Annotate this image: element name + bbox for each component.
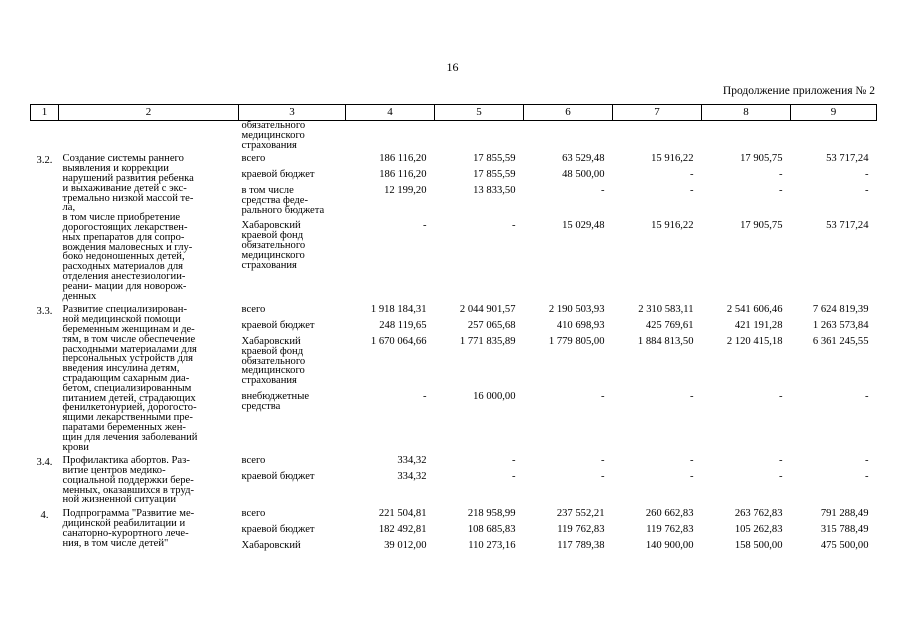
funding-source: Хабаровский [241,539,301,551]
column-header: 7 [613,105,702,121]
source-cell [239,456,346,509]
funding-source: всего [241,455,266,467]
row-title-cell [59,305,239,456]
column-header: 6 [524,105,613,121]
amount-value: - [689,455,694,467]
row-title-cell [59,456,239,509]
row-title-cell [59,154,239,305]
amount-value: - [864,169,869,181]
amount-value: - [600,390,605,402]
amount-value: 140 900,00 [645,539,694,551]
year-6-cell [524,154,613,305]
column-header: 3 [239,105,346,121]
amount-value: 53 717,24 [826,153,869,165]
amount-value: 1 263 573,84 [812,320,869,332]
header-row [31,105,877,121]
amount-value: 248 119,65 [379,320,427,332]
amount-value: 260 662,83 [645,508,694,520]
table-row [31,305,877,456]
row-number: 3.2. [36,155,53,167]
column-header: 2 [59,105,239,121]
amount-value: - [511,455,516,467]
year-7-cell [613,509,702,560]
column-header: 9 [791,105,877,121]
amount-value: - [600,455,605,467]
amount-value: - [422,390,427,402]
year-6-cell [524,509,613,560]
amount-value: - [864,471,869,483]
funding-source: Хабаровский краевой фонд обязательного медицинского страхования [241,335,306,387]
column-header: 1 [31,105,59,121]
amount-value: 105 262,83 [734,524,783,536]
amount-value: 15 029,48 [562,219,605,231]
funding-source: всего [241,304,266,316]
funding-source: всего [241,508,266,520]
amount-value: - [864,455,869,467]
amount-value: 2 120 415,18 [726,335,783,347]
amount-value: 48 500,00 [562,169,605,181]
year-8-cell [702,305,791,456]
table-row [31,456,877,509]
amount-value: 334,32 [397,455,427,467]
amount-value: 263 762,83 [734,508,783,520]
amount-value: 1 779 805,00 [548,335,605,347]
amount-value: 39 012,00 [384,539,427,551]
amount-value: - [778,471,783,483]
page-number: 16 [446,60,459,74]
amount-value: 17 905,75 [740,219,783,231]
year-4-cell [346,154,435,305]
source-cell [239,305,346,456]
amount-value: 63 529,48 [562,153,605,165]
amount-value: 13 833,50 [473,184,516,196]
amount-value: 17 855,59 [473,169,516,181]
year-4-cell [346,305,435,456]
amount-value: 257 065,68 [467,320,516,332]
amount-value: - [422,219,427,231]
amount-value: 108 685,83 [467,524,516,536]
amount-value: 158 500,00 [734,539,783,551]
amount-value: 2 190 503,93 [548,304,605,316]
amount-value: 16 000,00 [473,390,516,402]
amount-value: - [689,471,694,483]
amount-value: 218 958,99 [467,508,516,520]
funding-source: внебюджетные средства [241,390,310,412]
amount-value: 110 273,16 [468,539,516,551]
row-title: Создание системы раннего выявления и коррекции нарушений развития ребенка и выхаживание детей с экс- тремально низкой массой те- ла, в том числе приобретение дорогостоящих лекарствен- ных препаратов для сопро- вождения маловесных и глу- боко недоношенных детей, расходных материалов для отделения анестезиологии- реани- мации для новорож- денных [62,153,194,302]
amount-value: 186 116,20 [379,153,427,165]
year-9-cell [791,305,877,456]
amount-value: 119 762,83 [646,524,694,536]
carryover-row [31,121,877,155]
year-7-cell [613,305,702,456]
amount-value: 425 769,61 [645,320,694,332]
amount-value: - [689,390,694,402]
amount-value: - [689,169,694,181]
row-title: Профилактика абортов. Раз- витие центров медико- социальной поддержки бере- менных, оказавшихся в труд- ной жизненной ситуации [62,455,194,506]
funding-source: краевой бюджет [241,320,315,332]
source-cell [239,154,346,305]
amount-value: 1 884 813,50 [637,335,694,347]
source-cell: обязательного медицинского страхования [241,120,306,151]
amount-value: - [600,471,605,483]
amount-value: 7 624 819,39 [812,304,869,316]
year-5-cell [435,509,524,560]
amount-value: 6 361 245,55 [812,335,869,347]
year-9-cell [791,154,877,305]
amount-value: - [689,184,694,196]
column-header: 8 [702,105,791,121]
year-9-cell [791,509,877,560]
amount-value: 53 717,24 [826,219,869,231]
amount-value: 17 855,59 [473,153,516,165]
amount-value: 182 492,81 [378,524,427,536]
amount-value: - [778,169,783,181]
funding-table [30,104,877,561]
amount-value: - [864,184,869,196]
year-7-cell [613,154,702,305]
row-title: Подпрограмма "Развитие ме- дицинской реабилитации и санаторно-курортного лече- ния, в том числе детей" [62,508,195,549]
year-8-cell [702,154,791,305]
funding-source: краевой бюджет [241,169,315,181]
amount-value: 2 310 583,11 [638,304,694,316]
funding-source: всего [241,153,266,165]
amount-value: - [778,390,783,402]
amount-value: 15 916,22 [651,219,694,231]
year-6-cell [524,456,613,509]
amount-value: 2 541 606,46 [726,304,783,316]
amount-value: - [778,184,783,196]
row-title: Развитие специализирован- ной медицинской помощи беременным женщинам и де- тям, в том числе обеспечение расходными материалами для персональных устройств для введения инсулина детям, страдающим сахарным диа- бетом, специализированным питанием детей, страдающих фенилкетонурией, дорогосто- ящими лекарственными пре- паратами беременных жен- щин для лечения заболеваний крови [62,304,198,453]
amount-value: - [600,184,605,196]
amount-value: 421 191,28 [734,320,783,332]
appendix-caption: Продолжение приложения № 2 [722,85,875,97]
amount-value: 334,32 [397,471,427,483]
amount-value: 791 288,49 [820,508,869,520]
amount-value: - [511,219,516,231]
year-5-cell [435,305,524,456]
amount-value: 117 789,38 [557,539,605,551]
year-9-cell [791,456,877,509]
amount-value: 237 552,21 [556,508,605,520]
row-number: 3.3. [36,306,53,318]
amount-value: 15 916,22 [651,153,694,165]
year-5-cell [435,456,524,509]
amount-value: 315 788,49 [820,524,869,536]
amount-value: 119 762,83 [557,524,605,536]
column-header: 4 [346,105,435,121]
row-number: 3.4. [36,457,53,469]
row-title-cell [59,509,239,560]
amount-value: 1 771 835,89 [459,335,516,347]
row-number: 4. [40,510,49,522]
table-row [31,154,877,305]
funding-source: краевой бюджет [241,471,315,483]
amount-value: - [864,390,869,402]
amount-value: 221 504,81 [378,508,427,520]
amount-value: 475 500,00 [820,539,869,551]
amount-value: 1 670 064,66 [370,335,427,347]
amount-value: 186 116,20 [379,169,427,181]
funding-source: Хабаровский краевой фонд обязательного медицинского страхования [241,220,306,271]
year-8-cell [702,456,791,509]
table-body [31,121,877,561]
column-header: 5 [435,105,524,121]
year-8-cell [702,509,791,560]
year-7-cell [613,456,702,509]
source-cell [239,509,346,560]
year-4-cell [346,456,435,509]
year-6-cell [524,305,613,456]
amount-value: - [778,455,783,467]
funding-source: краевой бюджет [241,524,315,536]
year-5-cell [435,154,524,305]
funding-source: в том числе средства феде- рального бюджета [241,184,325,216]
amount-value: 410 698,93 [556,320,605,332]
table-row [31,509,877,560]
amount-value: 2 044 901,57 [459,304,516,316]
amount-value: - [511,471,516,483]
amount-value: 1 918 184,31 [370,304,427,316]
amount-value: 12 199,20 [384,184,427,196]
amount-value: 17 905,75 [740,153,783,165]
year-4-cell [346,509,435,560]
